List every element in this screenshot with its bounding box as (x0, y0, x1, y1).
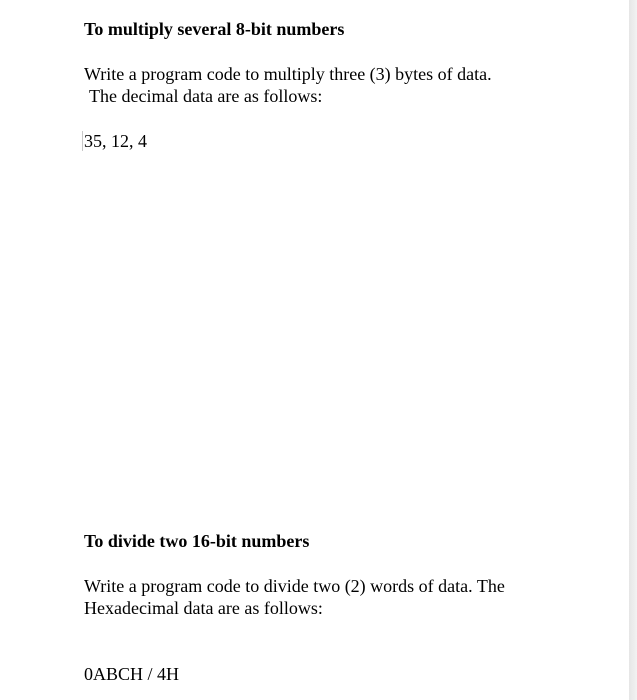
text-margin-marker (82, 131, 83, 151)
section1-paragraph-line-1: Write a program code to multiply three (3) bytes of data. (84, 64, 492, 84)
section1-data-values: 35, 12, 4 (84, 131, 147, 151)
section2-paragraph-line-1: Write a program code to divide two (2) words of data. The (84, 576, 505, 596)
section1-paragraph (84, 63, 492, 107)
page-edge-shadow (629, 0, 637, 700)
section1-heading: To multiply several 8-bit numbers (84, 19, 345, 39)
section2-paragraph (84, 575, 505, 619)
section2-paragraph-line-2: Hexadecimal data are as follows: (84, 598, 323, 618)
section2-heading: To divide two 16-bit numbers (84, 531, 310, 551)
section1-paragraph-line-2: The decimal data are as follows: (89, 86, 323, 106)
section2-data-values: 0ABCH / 4H (84, 664, 180, 684)
